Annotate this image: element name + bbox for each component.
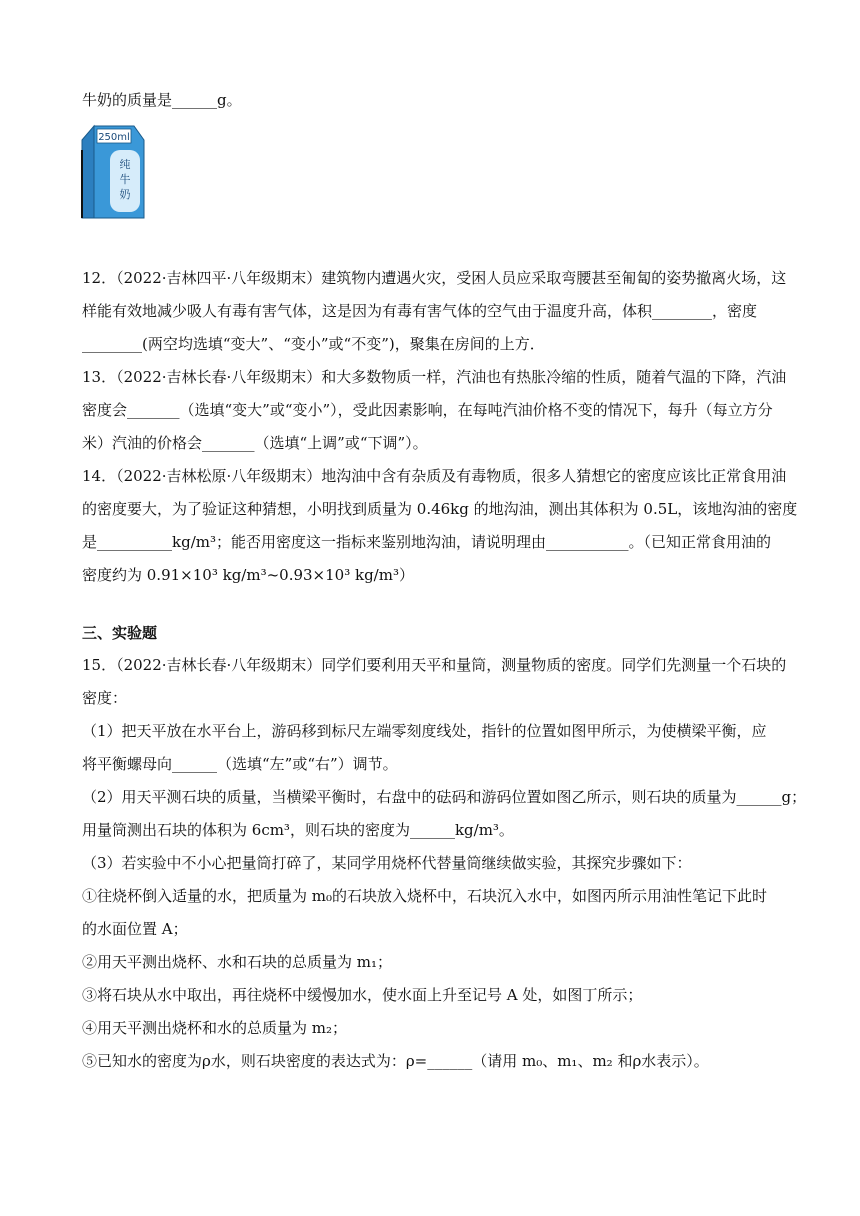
question-15-line: 15．（2022·吉林长春·八年级期末）同学们要利用天平和量筒，测量物质的密度。同学们先测量一个石块的 bbox=[82, 656, 787, 674]
text-line: 牛奶的质量是______g。 bbox=[82, 91, 242, 109]
text-line: 密度约为 0.91×10³ kg/m³~0.93×10³ kg/m³） bbox=[82, 566, 414, 584]
step-1: ①往烧杯倒入适量的水，把质量为 m₀的石块放入烧杯中，石块沉入水中，如图丙所示用油性笔记下此时 bbox=[82, 887, 768, 905]
question-13-line: 13．（2022·吉林长春·八年级期末）和大多数物质一样，汽油也有热胀冷缩的性质，随着气温的下降，汽油 bbox=[82, 368, 787, 386]
text-line: ________(两空均选填“变大”、“变小”或“不变”)，聚集在房间的上方． bbox=[82, 335, 545, 353]
sub-question-3: （3）若实验中不小心把量筒打碎了，某同学用烧杯代替量筒继续做实验，其探究步骤如下： bbox=[82, 854, 692, 872]
question-12-line: 12．（2022·吉林四平·八年级期末）建筑物内遭遇火灾，受困人员应采取弯腰甚至匍匐的姿势撤离火场，这 bbox=[82, 269, 787, 287]
milk-label-char: 纯 bbox=[119, 158, 131, 171]
milk-label-char: 牛 bbox=[119, 173, 131, 186]
milk-volume-label: 250ml bbox=[98, 132, 130, 143]
text-line: 米）汽油的价格会_______（选填“上调”或“下调”）。 bbox=[82, 434, 428, 452]
text-line: 用量筒测出石块的体积为 6cm³，则石块的密度为______kg/m³。 bbox=[82, 821, 514, 839]
section-heading: 三、实验题 bbox=[82, 624, 158, 642]
step-5: ⑤已知水的密度为ρ水，则石块密度的表达式为：ρ=______（请用 m₀、m₁、m₂ 和ρ水表示）。 bbox=[82, 1052, 709, 1070]
step-2: ②用天平测出烧杯、水和石块的总质量为 m₁； bbox=[82, 953, 393, 971]
milk-label-char: 奶 bbox=[119, 188, 131, 201]
text-line: 的密度要大，为了验证这种猜想，小明找到质量为 0.46kg 的地沟油，测出其体积为 0.5L，该地沟油的密度 bbox=[82, 500, 798, 518]
step-4: ④用天平测出烧杯和水的总质量为 m₂； bbox=[82, 1019, 348, 1037]
sub-question-1: （1）把天平放在水平台上，游码移到标尺左端零刻度线处，指针的位置如图甲所示，为使横梁平衡，应 bbox=[82, 722, 767, 740]
text-line: 密度会_______（选填“变大”或“变小”），受此因素影响，在每吨汽油价格不变的情况下，每升（每立方分 bbox=[82, 401, 773, 419]
milk-carton-image bbox=[80, 124, 146, 220]
question-14-line: 14．（2022·吉林松原·八年级期末）地沟油中含有杂质及有毒物质，很多人猜想它的密度应该比正常食用油 bbox=[82, 467, 787, 485]
text-line: 密度： bbox=[82, 689, 128, 707]
text-line: 的水面位置 A； bbox=[82, 920, 188, 938]
text-line: 将平衡螺母向______（选填“左”或“右”）调节。 bbox=[82, 755, 398, 773]
step-3: ③将石块从水中取出，再往烧杯中缓慢加水，使水面上升至记号 A 处，如图丁所示； bbox=[82, 986, 643, 1004]
text-line: 是__________kg/m³；能否用密度这一指标来鉴别地沟油，请说明理由___________。（已知正常食用油的 bbox=[82, 533, 771, 551]
sub-question-2: （2）用天平测石块的质量，当横梁平衡时，右盘中的砝码和游码位置如图乙所示，则石块的质量为______g； bbox=[82, 788, 807, 806]
text-line: 样能有效地减少吸人有毒有害气体，这是因为有毒有害气体的空气由于温度升高，体积________，密度 bbox=[82, 302, 758, 320]
